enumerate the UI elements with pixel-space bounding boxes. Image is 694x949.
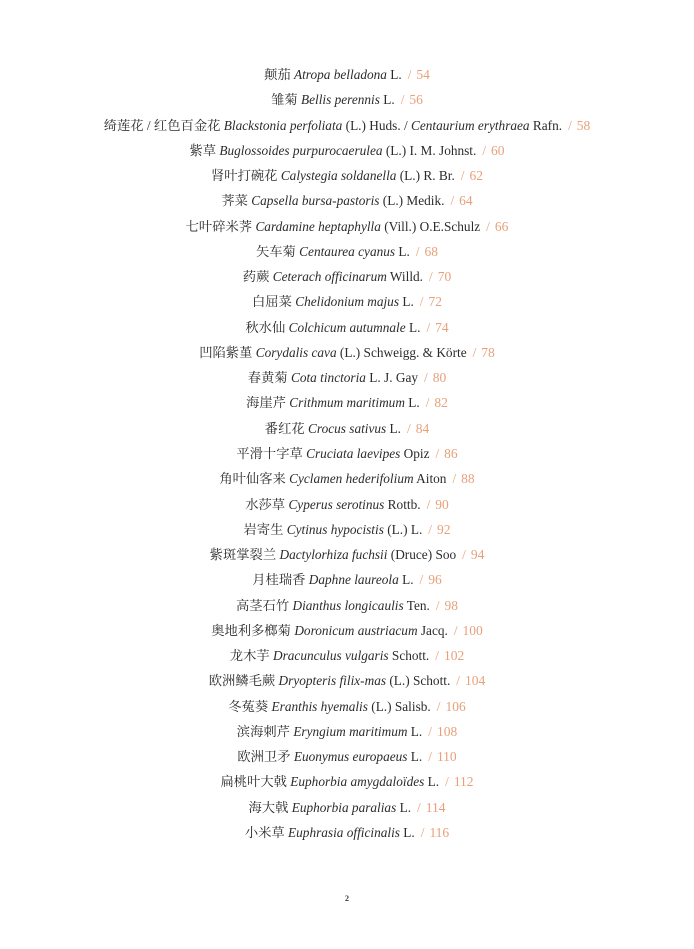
table-of-contents: [0, 64, 694, 847]
chinese-name: 高茎石竹: [235, 597, 293, 613]
separator: /: [435, 648, 439, 664]
page-ref[interactable]: 94: [470, 547, 485, 563]
page-ref[interactable]: 96: [428, 572, 442, 588]
page-ref[interactable]: 84: [415, 420, 430, 436]
chinese-name: 冬菟葵: [228, 698, 272, 714]
separator: /: [419, 294, 424, 310]
author: Aiton: [413, 471, 447, 487]
author: L.: [379, 92, 395, 108]
latin-name: Eranthis hyemalis: [271, 698, 368, 714]
toc-entry[interactable]: [0, 595, 694, 620]
author: (L.) Salisb.: [367, 698, 431, 714]
toc-entry[interactable]: [0, 468, 694, 493]
chinese-name: 欧洲卫矛: [237, 749, 294, 765]
separator: /: [420, 824, 425, 840]
author: L.: [399, 294, 414, 310]
separator: /: [415, 243, 420, 259]
page-ref[interactable]: 78: [481, 344, 495, 360]
chinese-name: 滨海刺芹: [236, 723, 294, 739]
toc-entry[interactable]: [0, 165, 694, 190]
toc-entry[interactable]: [0, 190, 694, 215]
page-ref[interactable]: 106: [445, 698, 466, 714]
toc-entry[interactable]: [0, 822, 694, 847]
page-ref[interactable]: 66: [494, 218, 509, 234]
latin-name: Cardamine heptaphylla: [255, 218, 381, 234]
page-ref[interactable]: 82: [434, 395, 448, 411]
chinese-name: 肾叶打碗花: [211, 168, 281, 184]
separator: /: [417, 799, 421, 815]
author: (L.) I. M. Johnst.: [382, 142, 477, 158]
author: Ten.: [403, 597, 430, 613]
page-ref[interactable]: 54: [416, 67, 430, 82]
toc-entry[interactable]: [0, 771, 694, 796]
latin-name: Cyperus serotinus: [288, 496, 385, 512]
author: Rafn.: [529, 117, 563, 133]
separator: /: [568, 117, 572, 133]
author: (L.) Schott.: [386, 673, 451, 689]
chinese-name: 角叶仙客来: [219, 471, 290, 487]
toc-entry[interactable]: [0, 721, 694, 746]
chinese-name: 药蕨: [242, 269, 273, 285]
chinese-name: 矢车菊: [255, 243, 300, 259]
latin-name: Euphrasia officinalis: [288, 824, 400, 840]
chinese-name: 春黄菊: [247, 370, 291, 386]
latin-name: Euphorbia paralias: [291, 799, 397, 815]
separator: /: [445, 774, 449, 790]
page-ref[interactable]: 80: [432, 370, 447, 386]
chinese-name: 凹陷紫堇: [199, 344, 256, 360]
toc-entry[interactable]: [0, 140, 694, 165]
chinese-name: 紫斑掌裂兰: [209, 547, 280, 563]
chinese-name: 龙木芋: [229, 648, 273, 664]
separator: /: [407, 67, 412, 82]
toc-entry[interactable]: [0, 392, 694, 417]
latin-name: Calystegia soldanella: [280, 168, 397, 184]
separator: /: [406, 420, 411, 436]
separator: /: [424, 370, 428, 386]
toc-entry[interactable]: [0, 266, 694, 291]
separator: /: [428, 521, 432, 537]
toc-entry[interactable]: [0, 89, 694, 114]
toc-entry[interactable]: [0, 418, 694, 443]
author: (L.) R. Br.: [396, 168, 455, 184]
chinese-name: 紫草: [189, 142, 220, 158]
latin-name: Crocus sativus: [308, 420, 387, 436]
separator: /: [452, 471, 457, 487]
page-ref[interactable]: 98: [444, 597, 459, 613]
separator: /: [472, 344, 477, 360]
latin-name: Chelidonium majus: [295, 294, 400, 310]
toc-entry[interactable]: [0, 443, 694, 468]
latin-name: Cytinus hypocistis: [286, 521, 384, 537]
toc-entry[interactable]: [0, 670, 694, 695]
author: L.: [386, 67, 402, 82]
author: Schott.: [388, 648, 430, 664]
chinese-name: 扁桃叶大戟: [220, 774, 291, 790]
chinese-name: 颠茄: [264, 67, 294, 82]
separator: /: [453, 622, 458, 638]
author: L.: [396, 799, 412, 815]
author: L.: [407, 749, 423, 765]
separator: /: [450, 193, 455, 209]
separator: /: [428, 749, 432, 765]
page-ref[interactable]: 116: [429, 824, 450, 840]
chinese-name: 奥地利多榔菊: [211, 622, 295, 638]
author: L.: [405, 319, 421, 335]
page-ref[interactable]: 56: [409, 92, 423, 108]
chinese-name: 水莎草: [245, 496, 289, 512]
author: (L.) Medik.: [379, 193, 445, 209]
latin-name: Crithmum maritimum: [289, 395, 405, 411]
separator: /: [462, 547, 466, 563]
page-ref[interactable]: 100: [462, 622, 483, 638]
page-ref[interactable]: 70: [437, 269, 452, 285]
toc-entry[interactable]: [0, 241, 694, 266]
author: (L.) Schweigg. & Körte: [336, 344, 467, 360]
author: (L.) Huds. /: [342, 117, 412, 133]
page-ref[interactable]: 88: [461, 471, 475, 487]
author: L.: [398, 572, 414, 588]
toc-entry[interactable]: [0, 291, 694, 316]
toc-entry[interactable]: [0, 620, 694, 645]
separator: /: [456, 673, 460, 689]
toc-entry[interactable]: [0, 115, 694, 140]
toc-entry[interactable]: [0, 519, 694, 544]
latin-name: Bellis perennis: [301, 92, 380, 108]
separator: /: [436, 698, 441, 714]
page-ref[interactable]: 92: [436, 521, 451, 537]
latin-name: Atropa belladona: [293, 67, 387, 82]
separator: /: [419, 572, 424, 588]
page-ref[interactable]: 90: [435, 496, 449, 512]
page-ref[interactable]: 86: [444, 445, 458, 461]
latin-name: Ceterach officinarum: [272, 269, 387, 285]
chinese-name: 白屈菜: [252, 294, 296, 310]
toc-entry[interactable]: [0, 494, 694, 519]
page-ref[interactable]: 102: [443, 648, 465, 664]
author: (Druce) Soo: [387, 547, 457, 563]
page-ref[interactable]: 114: [425, 799, 446, 815]
latin-name: Eryngium maritimum: [293, 723, 408, 739]
latin-name: Dactylorhiza fuchsii: [279, 547, 388, 563]
page-ref[interactable]: 72: [428, 294, 442, 310]
page-ref[interactable]: 62: [469, 168, 483, 184]
latin-name: Dryopteris filix-mas: [278, 673, 387, 689]
separator: /: [426, 496, 431, 512]
separator: /: [460, 168, 465, 184]
latin-name: Dracunculus vulgaris: [273, 648, 389, 664]
chinese-name: 荠菜: [221, 193, 252, 209]
chinese-name: 雏菊: [271, 92, 302, 108]
chinese-name: 海大戟: [248, 799, 292, 815]
separator: /: [435, 597, 440, 613]
author: L.: [404, 395, 420, 411]
chinese-name: 小米草: [244, 824, 289, 840]
chinese-name: 欧洲鳞毛蕨: [208, 673, 279, 689]
author: Rottb.: [384, 496, 421, 512]
toc-entry[interactable]: [0, 696, 694, 721]
author: L.: [407, 723, 423, 739]
page-ref[interactable]: 112: [453, 774, 474, 790]
toc-entry[interactable]: [0, 569, 694, 594]
separator: /: [426, 319, 431, 335]
toc-entry[interactable]: [0, 216, 694, 241]
latin-name: Euphorbia amygdaloïdes: [290, 774, 425, 790]
toc-entry[interactable]: [0, 342, 694, 367]
separator: /: [425, 395, 430, 411]
toc-entry[interactable]: [0, 544, 694, 569]
chinese-name: 秋水仙: [245, 319, 289, 335]
author: (Vill.) O.E.Schulz: [380, 218, 481, 234]
chinese-name: 平滑十字草: [236, 445, 307, 461]
chinese-name: 七叶碎米荠: [185, 218, 256, 234]
latin-name: Euonymus europaeus: [293, 749, 408, 765]
latin-name: Blackstonia perfoliata: [223, 117, 343, 133]
author: (L.) L.: [383, 521, 423, 537]
page-ref[interactable]: 68: [424, 243, 439, 259]
latin-name: Centaurium erythraea: [411, 117, 530, 133]
author: L.: [395, 243, 410, 259]
page-ref[interactable]: 110: [436, 749, 457, 765]
chinese-name: 海崖芹: [246, 395, 290, 411]
latin-name: Doronicum austriacum: [294, 622, 418, 638]
separator: /: [428, 723, 432, 739]
author: L.: [424, 774, 440, 790]
separator: /: [435, 445, 440, 461]
toc-entry[interactable]: [0, 64, 694, 89]
separator: /: [400, 92, 405, 108]
toc-entry[interactable]: [0, 645, 694, 670]
toc-entry[interactable]: [0, 797, 694, 822]
author: Opiz: [400, 445, 430, 461]
author: Willd.: [386, 269, 423, 285]
latin-name: Buglossoides purpurocaerulea: [219, 142, 383, 158]
latin-name: Corydalis cava: [255, 344, 337, 360]
page-ref[interactable]: 74: [435, 319, 449, 335]
toc-entry[interactable]: [0, 367, 694, 392]
latin-name: Capsella bursa-pastoris: [251, 193, 380, 209]
page-ref[interactable]: 60: [491, 142, 505, 158]
toc-entry[interactable]: [0, 746, 694, 771]
latin-name: Cruciata laevipes: [306, 445, 401, 461]
latin-name: Colchicum autumnale: [288, 319, 406, 335]
latin-name: Daphne laureola: [308, 572, 399, 588]
latin-name: Centaurea cyanus: [299, 243, 396, 259]
author: L. J. Gay: [365, 370, 419, 386]
chinese-name: 月桂瑞香: [252, 572, 309, 588]
latin-name: Dianthus longicaulis: [292, 597, 404, 613]
page-ref[interactable]: 108: [436, 723, 458, 739]
author: Jacq.: [417, 622, 448, 638]
chinese-name: 岩寄生: [243, 521, 287, 537]
separator: /: [482, 142, 487, 158]
latin-name: Cota tinctoria: [290, 370, 366, 386]
page-ref[interactable]: 58: [576, 117, 591, 133]
separator: /: [429, 269, 433, 285]
page-number: 2: [345, 894, 349, 903]
page-ref[interactable]: 104: [465, 673, 486, 689]
author: L.: [399, 824, 415, 840]
chinese-name: 番红花: [264, 420, 309, 436]
latin-name: Cyclamen hederifolium: [289, 471, 414, 487]
author: L.: [386, 420, 401, 436]
toc-entry[interactable]: [0, 317, 694, 342]
chinese-name: 绮莲花 / 红色百金花: [103, 117, 224, 133]
page-ref[interactable]: 64: [459, 193, 473, 209]
separator: /: [486, 218, 490, 234]
